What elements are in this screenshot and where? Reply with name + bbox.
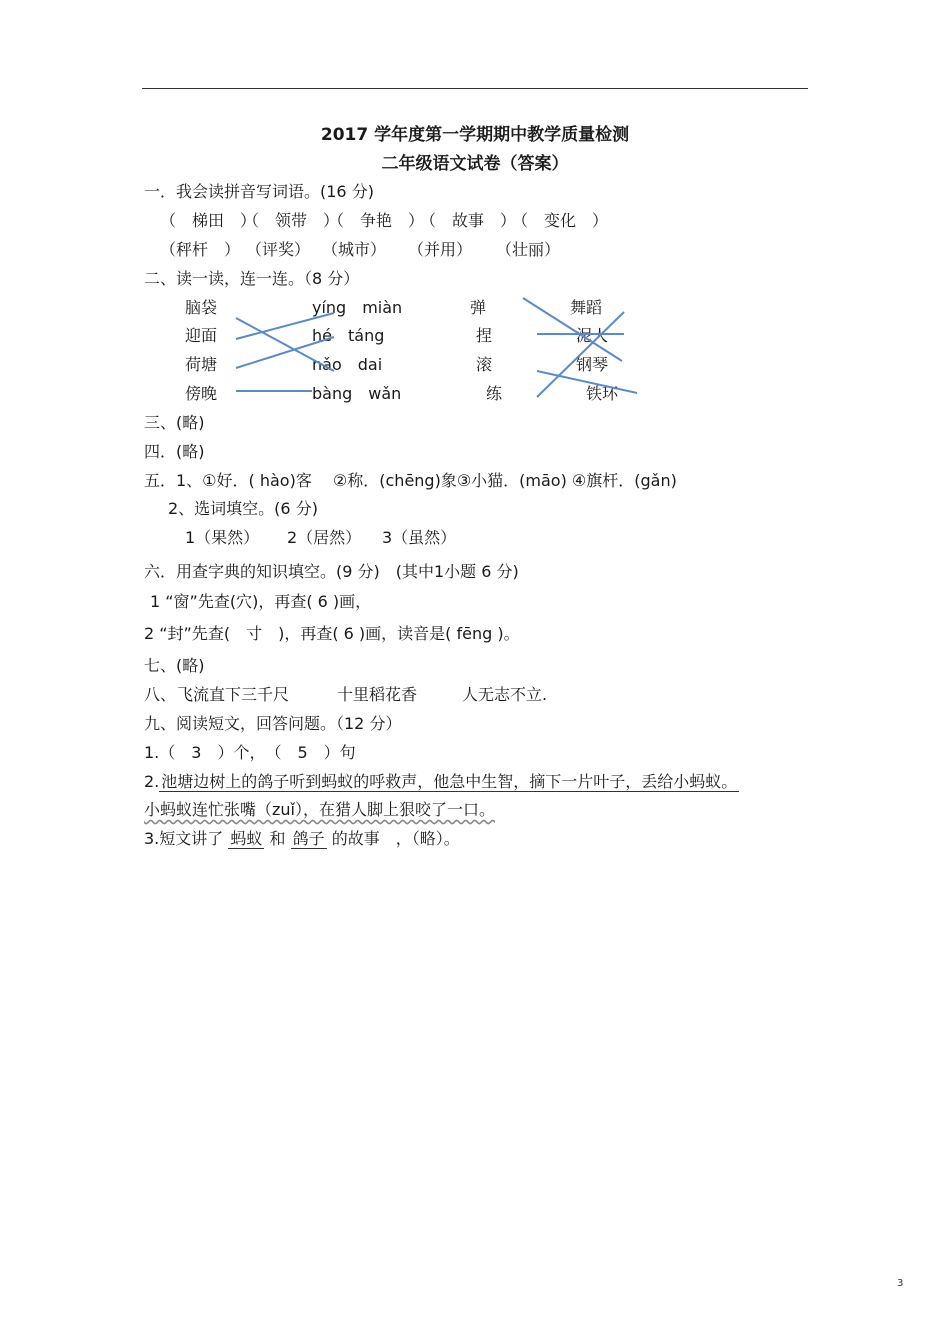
section3: 三、(略) bbox=[144, 413, 205, 432]
s1-row2-item: （城市） bbox=[322, 240, 387, 259]
s1-row1-item: （ 领带 ） bbox=[243, 211, 340, 230]
match-pinyin: bàng wǎn bbox=[312, 384, 402, 403]
match-char: 弹 bbox=[470, 298, 487, 317]
page-number: 3 bbox=[897, 1278, 904, 1289]
q3-blank-dove: 鸽子 bbox=[292, 829, 325, 848]
s5-option: 1（果然） bbox=[185, 528, 260, 547]
s5-option: 3（虽然） bbox=[382, 528, 457, 547]
s8-poem-line: 人无志不立. bbox=[462, 685, 548, 704]
match-pinyin: yíng miàn bbox=[312, 298, 403, 317]
match-right-word: 钢琴 bbox=[576, 355, 609, 374]
section9-q3 bbox=[144, 826, 460, 849]
q2-number: 2. bbox=[144, 772, 160, 791]
page-title: 2017 学年度第一学期期中教学质量检测 bbox=[320, 125, 630, 145]
match-right-word: 舞蹈 bbox=[570, 298, 603, 317]
match-left-word: 荷塘 bbox=[185, 355, 218, 374]
section1-heading: 一．我会读拼音写词语。(16 分) bbox=[144, 182, 374, 201]
match-char: 练 bbox=[486, 384, 503, 403]
match-left-word: 傍晚 bbox=[185, 384, 218, 403]
s1-row1-item: （ 争艳 ） bbox=[328, 211, 425, 230]
section7: 七、(略) bbox=[144, 656, 205, 675]
s1-row2-item: （壮丽） bbox=[496, 240, 561, 259]
section9-q2 bbox=[144, 769, 739, 792]
q2-answer-line1: 池塘边树上的鸽子听到蚂蚁的呼救声，他急中生智，摘下一片叶子，丢给小蚂蚁。 bbox=[161, 772, 738, 791]
q3-and: 和 bbox=[269, 829, 286, 848]
match-left-word: 脑袋 bbox=[185, 298, 218, 317]
section9-q2-line2 bbox=[144, 797, 495, 820]
section5-line2: 2、选词填空。(6 分) bbox=[168, 499, 318, 518]
page-subtitle: 二年级语文试卷（答案） bbox=[381, 154, 569, 174]
s5-option: 2（居然） bbox=[287, 528, 362, 547]
section2-heading: 二、读一读，连一连。（8 分） bbox=[144, 269, 360, 288]
q2-answer-line2: 小蚂蚁连忙张嘴（zuǐ），在猎人脚上狠咬了一口。 bbox=[144, 800, 495, 819]
section6-q2: 2 “封”先查( 寸 )，再查( 6 )画，读音是( fēng )。 bbox=[144, 624, 520, 643]
section8-label: 八、 bbox=[144, 685, 177, 704]
section9-q1: 1.（ 3 ）个， （ 5 ）句 bbox=[144, 743, 356, 762]
s1-row1-item: （ 变化 ） bbox=[512, 211, 609, 230]
match-left-word: 迎面 bbox=[185, 326, 218, 345]
section6-heading: 六．用查字典的知识填空。(9 分) (其中1小题 6 分) bbox=[144, 562, 519, 581]
s1-row1-item: （ 梯田 ） bbox=[160, 211, 257, 230]
match-pinyin: hé táng bbox=[312, 326, 385, 345]
match-right-word: 泥人 bbox=[576, 326, 609, 345]
s1-row2-item: （秤杆 ） bbox=[160, 240, 241, 259]
section5-line1: 五．1、①好．( hào)客 ②称．(chēng)象③小猫．(māo) ④旗杆．(gǎn) bbox=[144, 471, 677, 490]
q3-tail: 的故事 ，（略）。 bbox=[331, 829, 460, 848]
s1-row1-item: （ 故事 ） bbox=[420, 211, 517, 230]
s8-poem-line: 十里稻花香 bbox=[337, 685, 418, 704]
section9-heading: 九、阅读短文，回答问题。（12 分） bbox=[144, 714, 402, 733]
match-pinyin: nǎo dai bbox=[312, 355, 383, 374]
section4: 四．(略) bbox=[144, 442, 205, 461]
match-char: 滚 bbox=[476, 355, 493, 374]
s1-row2-item: （并用） bbox=[408, 240, 473, 259]
s8-poem-line: 飞流直下三千尺 bbox=[177, 685, 290, 704]
q3-blank-ant: 蚂蚁 bbox=[230, 829, 263, 848]
match-char: 捏 bbox=[476, 326, 493, 345]
q3-text: 3.短文讲了 bbox=[144, 829, 224, 848]
match-right-word: 铁环 bbox=[586, 384, 619, 403]
section6-q1: 1 “窗”先查(穴)，再查( 6 )画， bbox=[150, 592, 372, 611]
s1-row2-item: （评奖） bbox=[246, 240, 311, 259]
